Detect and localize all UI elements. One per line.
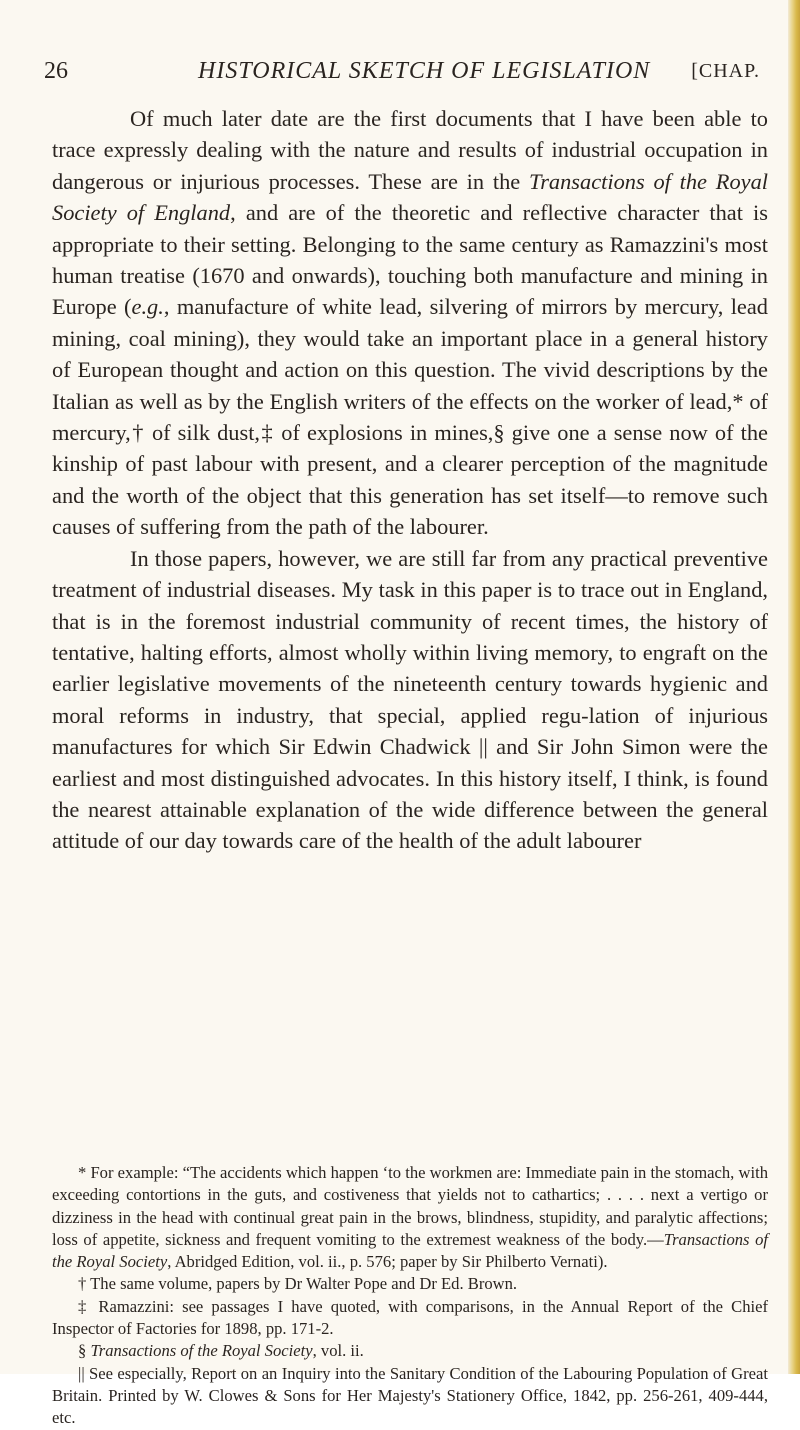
page-header bbox=[44, 56, 760, 86]
paragraph-1 bbox=[52, 103, 768, 543]
paragraph-1-part-e: , manufacture of white lead, silvering of mirrors by mercury, lead mining, coal mining), they would take an important place in a general history of European thought and action on this question. The vivid descriptions by the Italian as well as by the English writers of the effects on the worker of lead,* of mercury,† of silk dust,‡ of explosions in mines,§ give one a sense now of the kinship of past labour with present, and a clearer perception of the magnitude and the worth of the object that this generation has set itself—to remove such causes of suffering from the path of the labourer. bbox=[52, 294, 768, 540]
footnote-4-part-c: , vol. ii. bbox=[312, 1341, 364, 1361]
royal-society-transactions-title: Transactions of the Royal Society of England bbox=[52, 168, 768, 226]
chapter-mark: [CHAP. bbox=[691, 60, 760, 82]
footnotes bbox=[52, 1162, 768, 1430]
paragraph-1-part-c: , and are of the theoretic and reflective character that is appropriate to their setting. Belonging to the same century as Ramazzini's most human treatise (1670 and onwards), touching both manufacture and mining in Europe ( bbox=[52, 200, 768, 320]
page-edge bbox=[788, 0, 800, 1374]
paragraph-1-part-a: Of much later date are the first documents that I have been able to trace expressly dealing with the nature and results of industrial occupation in dangerous or injurious processes. These are in the bbox=[52, 106, 768, 194]
footnote-1-title: Transactions of the Royal Society bbox=[52, 1229, 769, 1272]
footnote-asterisk bbox=[52, 1162, 768, 1273]
paragraph-2: In those papers, however, we are still far from any practical preventive treatment of industrial diseases. My task in this paper is to trace out in England, that is in the foremost industrial community of recent times, the history of tentative, halting efforts, almost wholly within living memory, to engraft on the earlier legislative movements of the nineteenth century towards hygienic and moral reforms in industry, that special, applied regu-lation of injurious manufactures for which Sir Edwin Chadwick || and Sir John Simon were the earliest and most distinguished advocates. In this history itself, I think, is found the nearest attainable explanation of the wide difference between the general attitude of our day towards care of the health of the adult labourer bbox=[52, 545, 768, 854]
footnote-section bbox=[52, 1340, 768, 1362]
footnote-4-title: Transactions of the Royal Society bbox=[90, 1341, 313, 1361]
footnote-dagger: † The same volume, papers by Dr Walter Pope and Dr Ed. Brown. bbox=[78, 1274, 518, 1294]
eg-abbreviation: e.g. bbox=[131, 294, 164, 320]
running-title: HISTORICAL SKETCH OF LEGISLATION bbox=[198, 58, 651, 84]
main-text bbox=[52, 103, 768, 857]
footnote-1-part-c: , Abridged Edition, vol. ii., p. 576; paper by Sir Philberto Vernati). bbox=[167, 1252, 608, 1272]
footnote-parallel: || See especially, Report on an Inquiry into the Sanitary Condition of the Labouring Population of Great Britain. Printed by W. Clowes & Sons for Her Majesty's Stationery Office, 1842, pp. 256-261, 409-444, etc. bbox=[52, 1363, 768, 1428]
page-number: 26 bbox=[44, 58, 68, 84]
footnote-1-part-a: * For example: “The accidents which happen ‘to the workmen are: Immediate pain in the stomach, with exceeding contortions in the guts, and costiveness that yields not to cathartics; . . . . next a vertigo or dizziness in the head with continual great pain in the brows, blindness, stupidity, and paralytic affections; loss of appetite, sickness and frequent vomiting to the extremest weakness of the body.— bbox=[52, 1163, 768, 1249]
footnote-4-mark: § bbox=[78, 1341, 91, 1361]
footnote-double-dagger: ‡ Ramazzini: see passages I have quoted, with comparisons, in the Annual Report of the Chief Inspector of Factories for 1898, pp. 171-2. bbox=[52, 1296, 768, 1339]
